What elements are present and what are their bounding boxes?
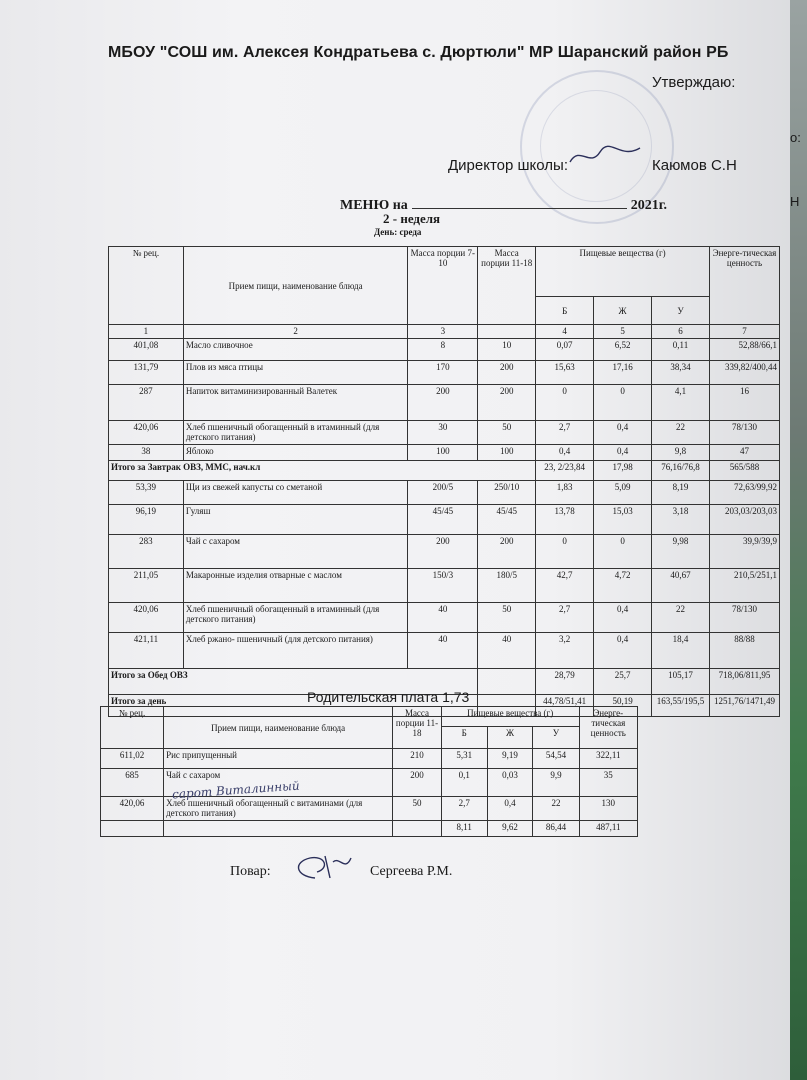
table-row: 420,06 Хлеб пшеничный обогащенный в итаминный (для детского питания) 40 50 2,7 0,4 22 78/130: [109, 603, 780, 633]
header-u: У: [652, 297, 710, 325]
header-b: Б: [441, 727, 487, 749]
total-day-row: Итого за день 44,78/51,41 50,19 163,55/195,5 1251,76/1471,49: [109, 695, 780, 717]
total-lunch-row: Итого за Обед ОВЗ 28,79 25,7 105,17 718,06/811,95: [109, 669, 780, 695]
header-nutrients: Пищевые вещества (г): [536, 247, 710, 297]
edge-text: Н: [790, 194, 800, 209]
handwritten-note: сарот Виталинный: [171, 778, 301, 802]
header-mass: Масса порции 11-18: [393, 707, 442, 749]
header-meal: Прием пищи, наименование блюда: [183, 247, 408, 325]
header-mass-7-10: Масса порции 7-10: [408, 247, 478, 325]
header-u: У: [533, 727, 579, 749]
table-row: 611,02 Рис припущенный 210 5,31 9,19 54,54 322,11: [101, 749, 638, 769]
header-mass-11-18: Масса порции 11-18: [478, 247, 536, 325]
parent-fee: Родительская плата 1,73: [307, 689, 470, 705]
header-rec: № рец.: [109, 247, 184, 325]
table-row: 283 Чай с сахаром 200 200 0 0 9,98 39,9/39,9: [109, 535, 780, 569]
day-label: День: среда: [374, 227, 422, 237]
header-b: Б: [536, 297, 594, 325]
header-energy: Энерге-тическая ценность: [709, 247, 779, 325]
header-zh: Ж: [594, 297, 652, 325]
week-label: 2 - неделя: [383, 211, 441, 226]
header-zh: Ж: [487, 727, 533, 749]
director-signature: [565, 140, 645, 170]
menu-title: МЕНЮ на 2021г.: [340, 198, 668, 213]
total-breakfast-row: Итого за Завтрак ОВЗ, ММС, нач.кл 23, 2/23,84 17,98 76,16/76,8 565/588: [109, 461, 780, 481]
table-row: 53,39 Щи из свежей капусты со сметаной 200/5 250/10 1,83 5,09 8,19 72,63/99,92: [109, 481, 780, 505]
header-energy: Энерге-тическая ценность: [579, 707, 637, 749]
paid-menu-table: [100, 706, 638, 837]
cook-signature: [285, 852, 355, 882]
table-row: 287 Напиток витаминизированный Валетек 200 200 0 0 4,1 16: [109, 385, 780, 421]
cook-label: Повар:: [230, 864, 271, 879]
date-blank: [412, 196, 627, 209]
director-name: Каюмов С.Н: [652, 157, 737, 174]
table-row: 420,06 Хлеб пшеничный обогащенный в итаминный (для детского питания) 30 50 2,7 0,4 22 78/130: [109, 421, 780, 445]
table-row: 96,19 Гуляш 45/45 45/45 13,78 15,03 3,18 203,03/203,03: [109, 505, 780, 535]
cook-name: Сергеева Р.М.: [370, 864, 453, 879]
organization-title: МБОУ "СОШ им. Алексея Кондратьева с. Дюртюли" МР Шаранский район РБ: [108, 44, 729, 61]
column-number-row: 1 2 3 4 5 6 7: [109, 325, 780, 339]
table-row: 131,79 Плов из мяса птицы 170 200 15,63 17,16 38,34 339,82/400,44: [109, 361, 780, 385]
table-row: 211,05 Макаронные изделия отварные с маслом 150/3 180/5 42,7 4,72 40,67 210,5/251,1: [109, 569, 780, 603]
table-row: 401,08 Масло сливочное 8 10 0,07 6,52 0,11 52,88/66,1: [109, 339, 780, 361]
total-row: 8,11 9,62 86,44 487,11: [101, 821, 638, 837]
table-row: 420,06 Хлеб пшеничный обогащенный с витаминами (для детского питания) 50 2,7 0,4 22 130: [101, 797, 638, 821]
header-rec: № рец.: [101, 707, 164, 749]
approve-label: Утверждаю:: [652, 74, 736, 91]
table-row: 38 Яблоко 100 100 0,4 0,4 9,8 47: [109, 445, 780, 461]
director-label: Директор школы:: [448, 157, 568, 174]
table-row: 421,11 Хлеб ржано- пшеничный (для детского питания) 40 40 3,2 0,4 18,4 88/88: [109, 633, 780, 669]
header-meal: Прием пищи, наименование блюда: [164, 707, 393, 749]
menu-table: [108, 246, 780, 717]
header-nutrients: Пищевые вещества (г): [441, 707, 579, 727]
table-row: 685 Чай с сахаром 200 0,1 0,03 9,9 35: [101, 769, 638, 797]
edge-text: о:: [790, 130, 801, 145]
